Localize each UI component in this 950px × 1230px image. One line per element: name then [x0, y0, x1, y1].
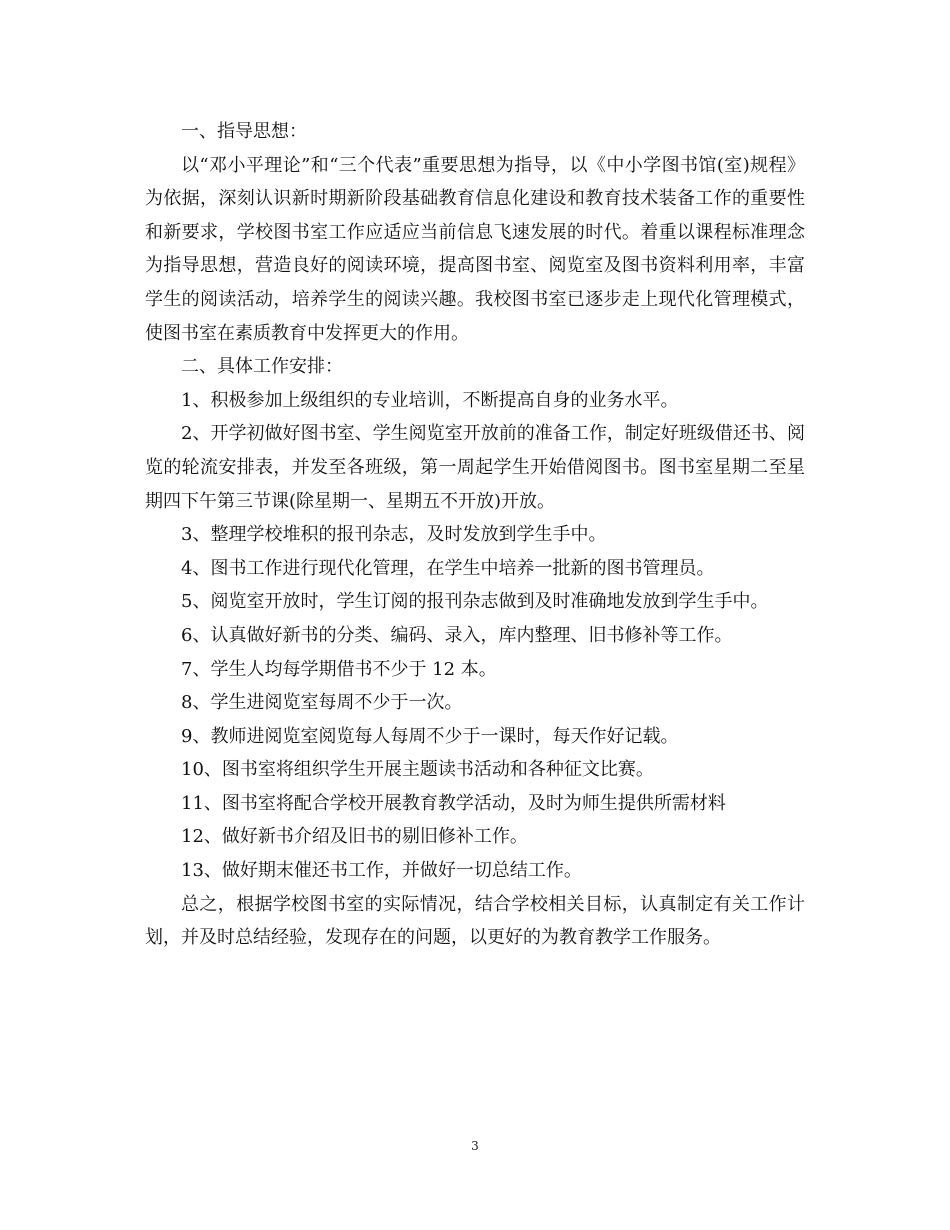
list-item-6: 6、认真做好新书的分类、编码、录入，库内整理、旧书修补等工作。 [181, 624, 733, 646]
page-number: 3 [471, 1139, 479, 1153]
list-item-7: 7、学生人均每学期借书不少于 12 本。 [181, 658, 497, 680]
paragraph-summary: 总之，根据学校图书室的实际情况，结合学校相关目标，认真制定有关工作计划，并及时总结经验，发现存在的问题，以更好的为教育教学工作服务。 [145, 893, 805, 949]
section-heading-work-plan: 二、具体工作安排： [181, 356, 343, 378]
list-item-4: 4、图书工作进行现代化管理，在学生中培养一批新的图书管理员。 [181, 557, 715, 579]
list-item-13: 13、做好期末催还书工作，并做好一切总结工作。 [181, 860, 582, 882]
paragraph-guiding-thought: 以“邓小平理论”和“三个代表”重要思想为指导，以《中小学图书馆(室)规程》为依据，深刻认识新时期新阶段基础教育信息化建设和教育技术装备工作的重要性和新要求，学校图书室工作应适应当前信息飞速发展的时代。着重以课程标准理念为指导思想，营造良好的阅读环境，提高图书室、阅览室及图书资料利用率，丰富学生的阅读活动，培养学生的阅读兴趣。我校图书室已逐步走上现代化管理模式，使图书室在素质教育中发挥更大的作用。 [145, 154, 805, 344]
list-item-11: 11、图书室将配合学校开展教育教学活动，及时为师生提供所需材料 [181, 792, 726, 814]
list-item-8: 8、学生进阅览室每周不少于一次。 [181, 692, 463, 714]
section-heading-guiding-thought: 一、指导思想： [181, 121, 307, 142]
list-item-3: 3、整理学校堆积的报刊杂志，及时发放到学生手中。 [181, 524, 607, 546]
list-item-1: 1、积极参加上级组织的专业培训，不断提高自身的业务水平。 [181, 389, 679, 411]
list-item-12: 12、做好新书介绍及旧书的剔旧修补工作。 [181, 826, 528, 848]
list-item-2: 2、开学初做好图书室、学生阅览室开放前的准备工作，制定好班级借还书、阅览的轮流安排表，并发至各班级，第一周起学生开始借阅图书。图书室星期二至星期四下午第三节课(除星期一、星期五不开放)开放。 [145, 423, 805, 512]
list-item-5: 5、阅览室开放时，学生订阅的报刊杂志做到及时准确地发放到学生手中。 [181, 591, 769, 613]
document-body [145, 115, 805, 955]
list-item-10: 10、图书室将组织学生开展主题读书活动和各种征文比赛。 [181, 759, 654, 781]
list-item-9: 9、教师进阅览室阅览每人每周不少于一课时，每天作好记载。 [181, 725, 679, 747]
